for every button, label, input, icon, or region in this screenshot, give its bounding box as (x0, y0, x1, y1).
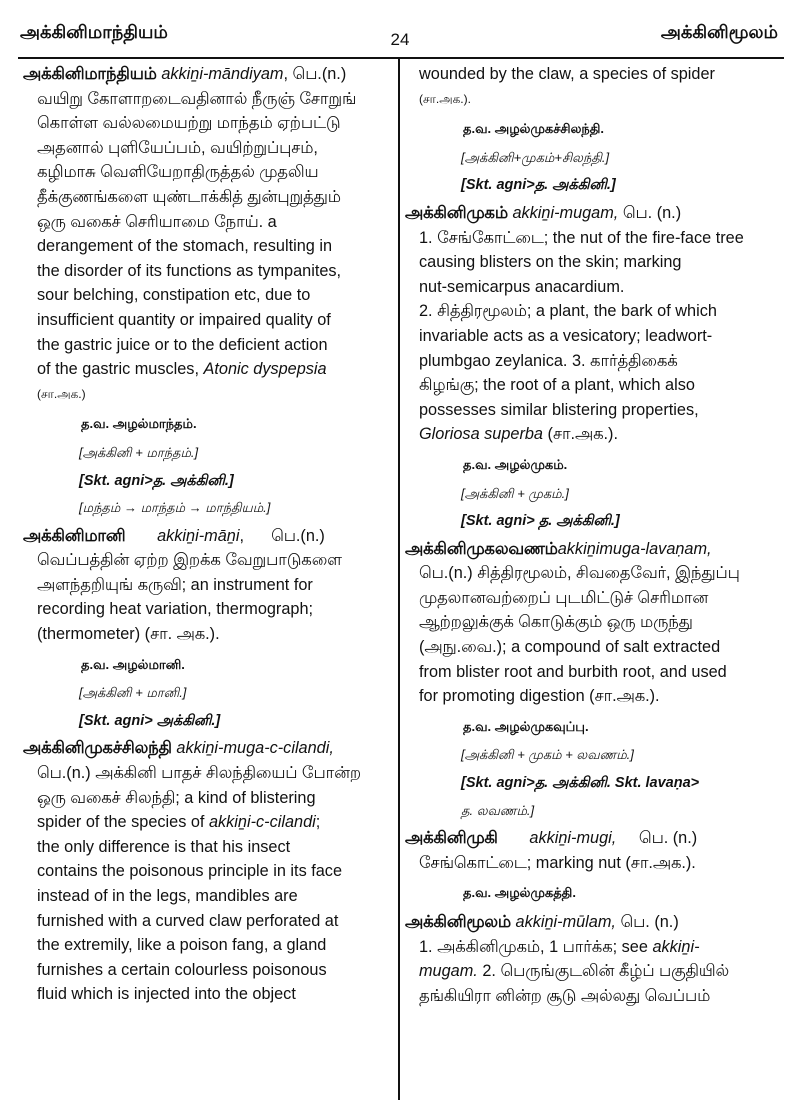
grammar: பெ. (n.) (638, 829, 698, 848)
tamil-equivalent: த.வ. அழல்முகத்தி. (463, 885, 576, 901)
headword: அக்கினிமுகச்சிலந்தி (23, 739, 172, 758)
tamil-equivalent: த.வ. அழல்மானி. (81, 656, 185, 672)
headword: அக்கினிமூலம் (405, 913, 511, 931)
transliteration: akkiṉimuga-lavaṇam, (557, 539, 712, 558)
definition: வெப்பத்தின் ஏற்ற இறக்க வேறுபாடுகளை அளந்தறியுங் கருவி; an instrument for recording heat variation, thermograph; (thermometer) (சா. அக.). (37, 551, 342, 644)
sanskrit-source: [Skt. agni> அக்கினி.] (79, 712, 221, 729)
tamil-equivalent: த.வ. அழல்முகவுப்பு. (463, 718, 589, 734)
transliteration: akkiṉi-muga-c-cilandi, (176, 739, 334, 758)
definition: பெ.(n.) அக்கினி பாதச் சிலந்தியைப் போன்ற ஒரு வகைச் சிலந்தி; a kind of blistering spider of the species of akkiṉi-c-cilandi; the only difference is that his insect contains the poisonous principle in its face instead of in the legs, mandibles are furnished with a curved claw perforated at the extremily, like a poison fang, a gland furnishes a certain colourless poisonous fluid which is injected into the object (37, 764, 361, 1004)
entry-akkini-mugam (405, 201, 775, 534)
transliteration: akkiṉi-mugam, (512, 203, 619, 222)
column-divider (398, 59, 400, 1100)
entry-akkini-mugi (405, 826, 775, 906)
entry-akkini-mandiyam (23, 62, 382, 521)
definition: 1. அக்கினிமுகம், 1 பார்க்க; see akkiṉi- mugam. 2. பெருங்குடலின் கீழ்ப் பகுதியில் தங்கியிரா னின்ற சூடு அல்லது வெப்பம் (419, 937, 730, 1005)
entry-akkini-muga-lavanam (405, 537, 775, 824)
sanskrit-source: [Skt. agni>த. அக்கினி. Skt. lavaṇa> (461, 775, 700, 792)
definition: வயிறு கோளாறடைவதினால் நீருஞ் சோறுங் கொள்ள வல்லமையற்று மாந்தம் ஏற்பட்டு அதனால் புளியேப்பம், வயிற்றுப்புசம், கழிமாசு வெளியேறாதிருத்தல் முதலிய தீக்குணங்களை யுண்டாக்கித் துன்புறுத்தும் ஒரு வகைச் செரியாமை நோய். a derangement of the stomach, resulting in the disorder of its functions as tympanites, sour belching, constipation etc, due to insufficient quantity or impaired quality of the gastric juice or to the deficient action of the gastric muscles, Atonic dyspepsia (சா.அக.) (37, 89, 357, 401)
etymology: [அக்கினி + முகம்.] (461, 485, 569, 501)
headword: அக்கினிமுகி (405, 829, 498, 848)
entry-akkini-mani: அக்கினிமானி akkiṉi-māṉi, பெ.(n.) வெப்பத்தின் ஏற்ற இறக்க வேறுபாடுகளை அளந்தறியுங் கருவி; an instrument for recording heat variation, thermograph; (thermometer) (சா. அக.). த.வ. அழல்மானி. [அக்கினி + மானி.] [Skt. agni> அக்கினி.] (23, 524, 382, 734)
grammar: பெ. (n.) (620, 913, 679, 931)
transliteration: akkiṉi-māndiyam (161, 65, 284, 83)
sanskrit-source: [Skt. agni>த. அக்கினி.] (461, 177, 616, 194)
sanskrit-source: [Skt. agni>த. அக்கினி.] (79, 472, 234, 489)
etymology: [அக்கினி+முகம்+சிலந்தி.] (461, 149, 610, 165)
etymology: [அக்கினி + மானி.] (79, 685, 187, 701)
left-column (23, 62, 382, 1007)
headword: அக்கினிமானி (23, 526, 126, 545)
entry-akkini-mulam (405, 910, 775, 1008)
grammar: பெ. (n.) (622, 203, 682, 222)
etymology: [அக்கினி + மாந்தம்.] (79, 444, 199, 460)
definition: சேங்கொட்டை; marking nut (சா.அக.). (419, 853, 696, 872)
headword: அக்கினிமுகம் (405, 203, 508, 222)
tamil-equivalent: த.வ. அழல்மாந்தம். (81, 416, 197, 432)
transliteration: akkiṉi-mūlam, (515, 913, 616, 931)
definition: wounded by the claw, a species of spider (சா.அக.). (419, 65, 715, 106)
etymology: [அக்கினி + முகம் + லவணம்.] (461, 747, 634, 763)
sanskrit-source: [Skt. agni> த. அக்கினி.] (461, 513, 620, 530)
tamil-equivalent: த.வ. அழல்முகம். (463, 456, 568, 472)
etymology-chain: [மந்தம் → மாந்தம் → மாந்தியம்.] (79, 500, 271, 516)
headword: அக்கினிமுகலவணம் (405, 539, 558, 558)
grammar: , பெ.(n.) (283, 65, 347, 83)
running-head-left: அக்கினிமாந்தியம் (20, 22, 168, 42)
page-number: 24 (390, 30, 410, 49)
right-column (405, 62, 775, 1008)
running-head-right: அக்கினிமூலம் (660, 22, 778, 42)
page-header (0, 0, 800, 60)
entry-continuation (405, 62, 775, 198)
entry-akkini-mugac-cilandi (23, 736, 382, 1007)
definition: பெ.(n.) சித்திரமூலம், சிவதைவேர், இந்துப்பு முதலானவற்றைப் புடமிட்டுச் செரிமான ஆற்றலுக்குக் கொடுக்கும் ஒரு மருந்து (அநு.வை.); a compound of salt extracted from blister root and burbith root, and used for promoting digestion (சா.அக.). (419, 564, 740, 706)
header-rule (18, 57, 784, 59)
sanskrit-source-cont: த. லவணம்.] (461, 802, 535, 818)
grammar: பெ.(n.) (271, 526, 325, 545)
headword: அக்கினிமாந்தியம் (23, 65, 157, 83)
transliteration: akkiṉi-mugi, (529, 829, 617, 848)
tamil-equivalent: த.வ. அழல்முகச்சிலந்தி. (463, 121, 604, 137)
definition: 1. சேங்கோட்டை; the nut of the fire-face tree causing blisters on the skin; marking nut-semicarpus anacardium. 2. சித்திரமூலம்; a plant, the bark of which invariable acts as a vesicatory; leadwort- plumbgao zeylanica. 3. கார்த்திகைக் கிழங்கு; the root of a plant, which also possesses similar blistering properties, Gloriosa superba (சா.அக.). (419, 228, 744, 444)
transliteration: akkiṉi-māṉi (157, 526, 240, 545)
